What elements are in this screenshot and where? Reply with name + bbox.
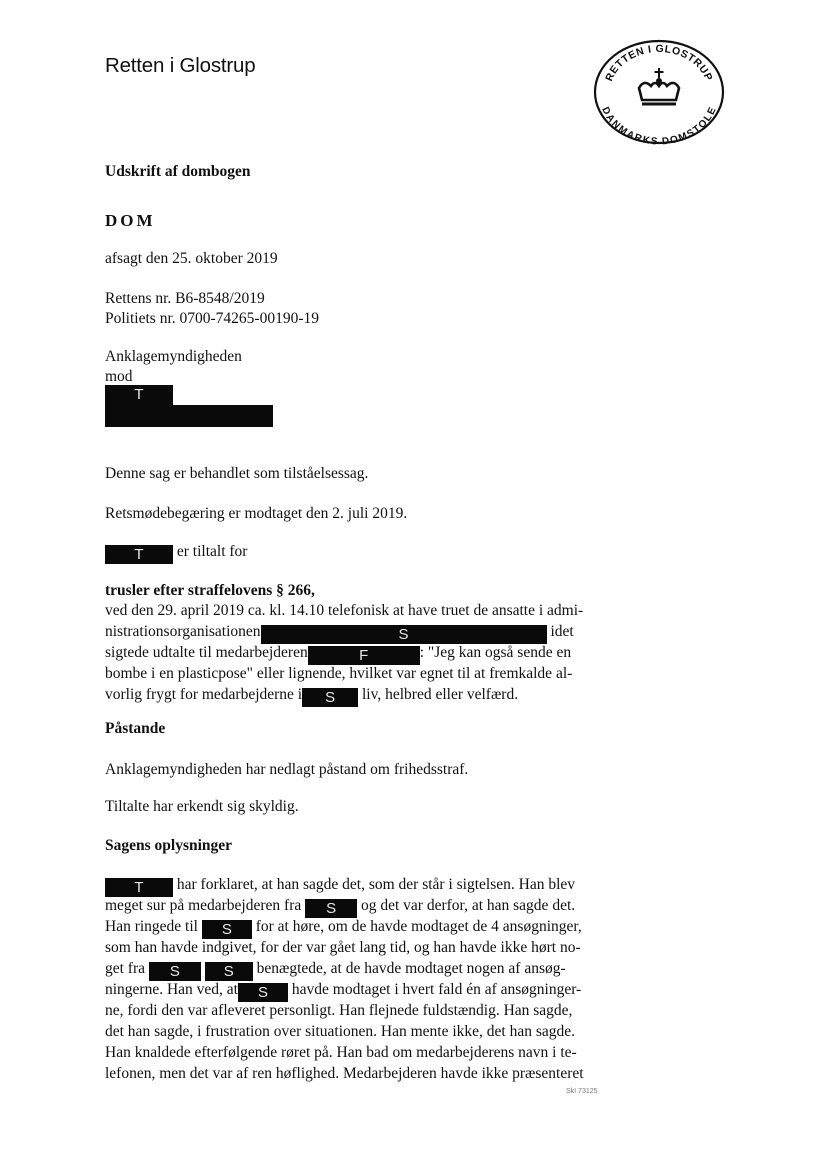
facts-line-6: ningerne. Han ved, at S havde modtaget i hvert fald én af ansøgninger- [105,981,582,1001]
redacted-organisation: S [302,688,358,707]
facts-line-10: lefonen, men det var af ren høflighed. Medarbejderen havde ikke præsenteret [105,1065,584,1082]
redacted-organisation: S [205,962,253,981]
charge-line-1: ved den 29. april 2019 ca. kl. 14.10 telefonisk at have truet de ansatte i admi- [105,602,584,619]
claims-heading: Påstande [105,720,166,737]
charge-line-4: bombe i en plasticpose" eller lignende, hvilket var egnet til at fremkalde al- [105,665,573,682]
document-heading: Udskrift af dombogen [105,163,251,180]
verdict-date: afsagt den 25. oktober 2019 [105,250,278,267]
document-title: DOM [105,211,156,230]
redacted-defendant: T [105,878,173,897]
redacted-defendant: T [105,545,173,564]
redacted-defendant-address [105,405,273,427]
charge-line-5: vorlig frygt for medarbejderne i S liv, helbred eller velfærd. [105,686,519,706]
charge-title: trusler efter straffelovens § 266, [105,582,315,599]
facts-line-7: ne, fordi den var afleveret personligt. Han flejnede fuldstændig. Han sagde, [105,1002,573,1019]
footer-stamp: SkI 73125 [566,1088,598,1095]
facts-line-1: T har forklaret, at han sagde det, som der står i sigtelsen. Han blev [105,874,575,897]
procedure-note: Denne sag er behandlet som tilståelsessag. [105,465,369,482]
facts-line-5: get fra S S benægtede, at de havde modtaget nogen af ansøg- [105,960,566,980]
court-seal-logo [592,38,726,146]
facts-line-3: Han ringede til S for at høre, om de havde modtaget de 4 ansøgninger, [105,918,582,938]
court-case-number: Rettens nr. B6-8548/2019 [105,290,265,307]
redacted-organisation: S [261,625,547,644]
redacted-organisation: S [149,962,201,981]
police-case-number: Politiets nr. 0700-74265-00190-19 [105,310,319,327]
seal-bottom-text: DANMARKS DOMSTOLE [599,105,719,146]
redacted-organisation: S [238,983,288,1002]
charged-suffix-text: er tiltalt for [176,543,248,560]
facts-line-4: som han havde indgivet, for der var gået lang tid, og han havde ikke hørt no- [105,939,581,956]
court-name: Retten i Glostrup [105,54,256,77]
redacted-organisation: S [202,920,252,939]
redacted-employee: F [308,646,420,665]
facts-line-9: Han knaldede efterfølgende røret på. Han bad om medarbejderens navn i te- [105,1044,577,1061]
prosecution-party: Anklagemyndigheden [105,348,242,365]
svg-text:DANMARKS DOMSTOLE [599,105,718,146]
claim-prosecution: Anklagemyndigheden har nedlagt påstand om frihedsstraf. [105,761,469,778]
charged-line [105,541,247,564]
facts-heading: Sagens oplysninger [105,837,233,854]
facts-line-8: det han sagde, i frustration over situationen. Han mente ikke, det han sagde. [105,1023,576,1040]
versus-label: mod [105,368,133,385]
facts-line-2: meget sur på medarbejderen fra S og det var derfor, at han sagde det. [105,897,576,917]
charge-line-3: sigtede udtalte til medarbejderen F : "Jeg kan også sende en [105,644,572,664]
redacted-organisation: S [305,899,357,918]
seal-top-text: RETTEN I GLOSTRUP [603,42,715,84]
charge-line-2: nistrationsorganisationen S idet [105,623,574,643]
crown-icon [639,68,679,104]
redacted-defendant-name: T [105,385,173,405]
request-received: Retsmødebegæring er modtaget den 2. juli 2019. [105,505,408,522]
claim-defendant: Tiltalte har erkendt sig skyldig. [105,798,299,815]
